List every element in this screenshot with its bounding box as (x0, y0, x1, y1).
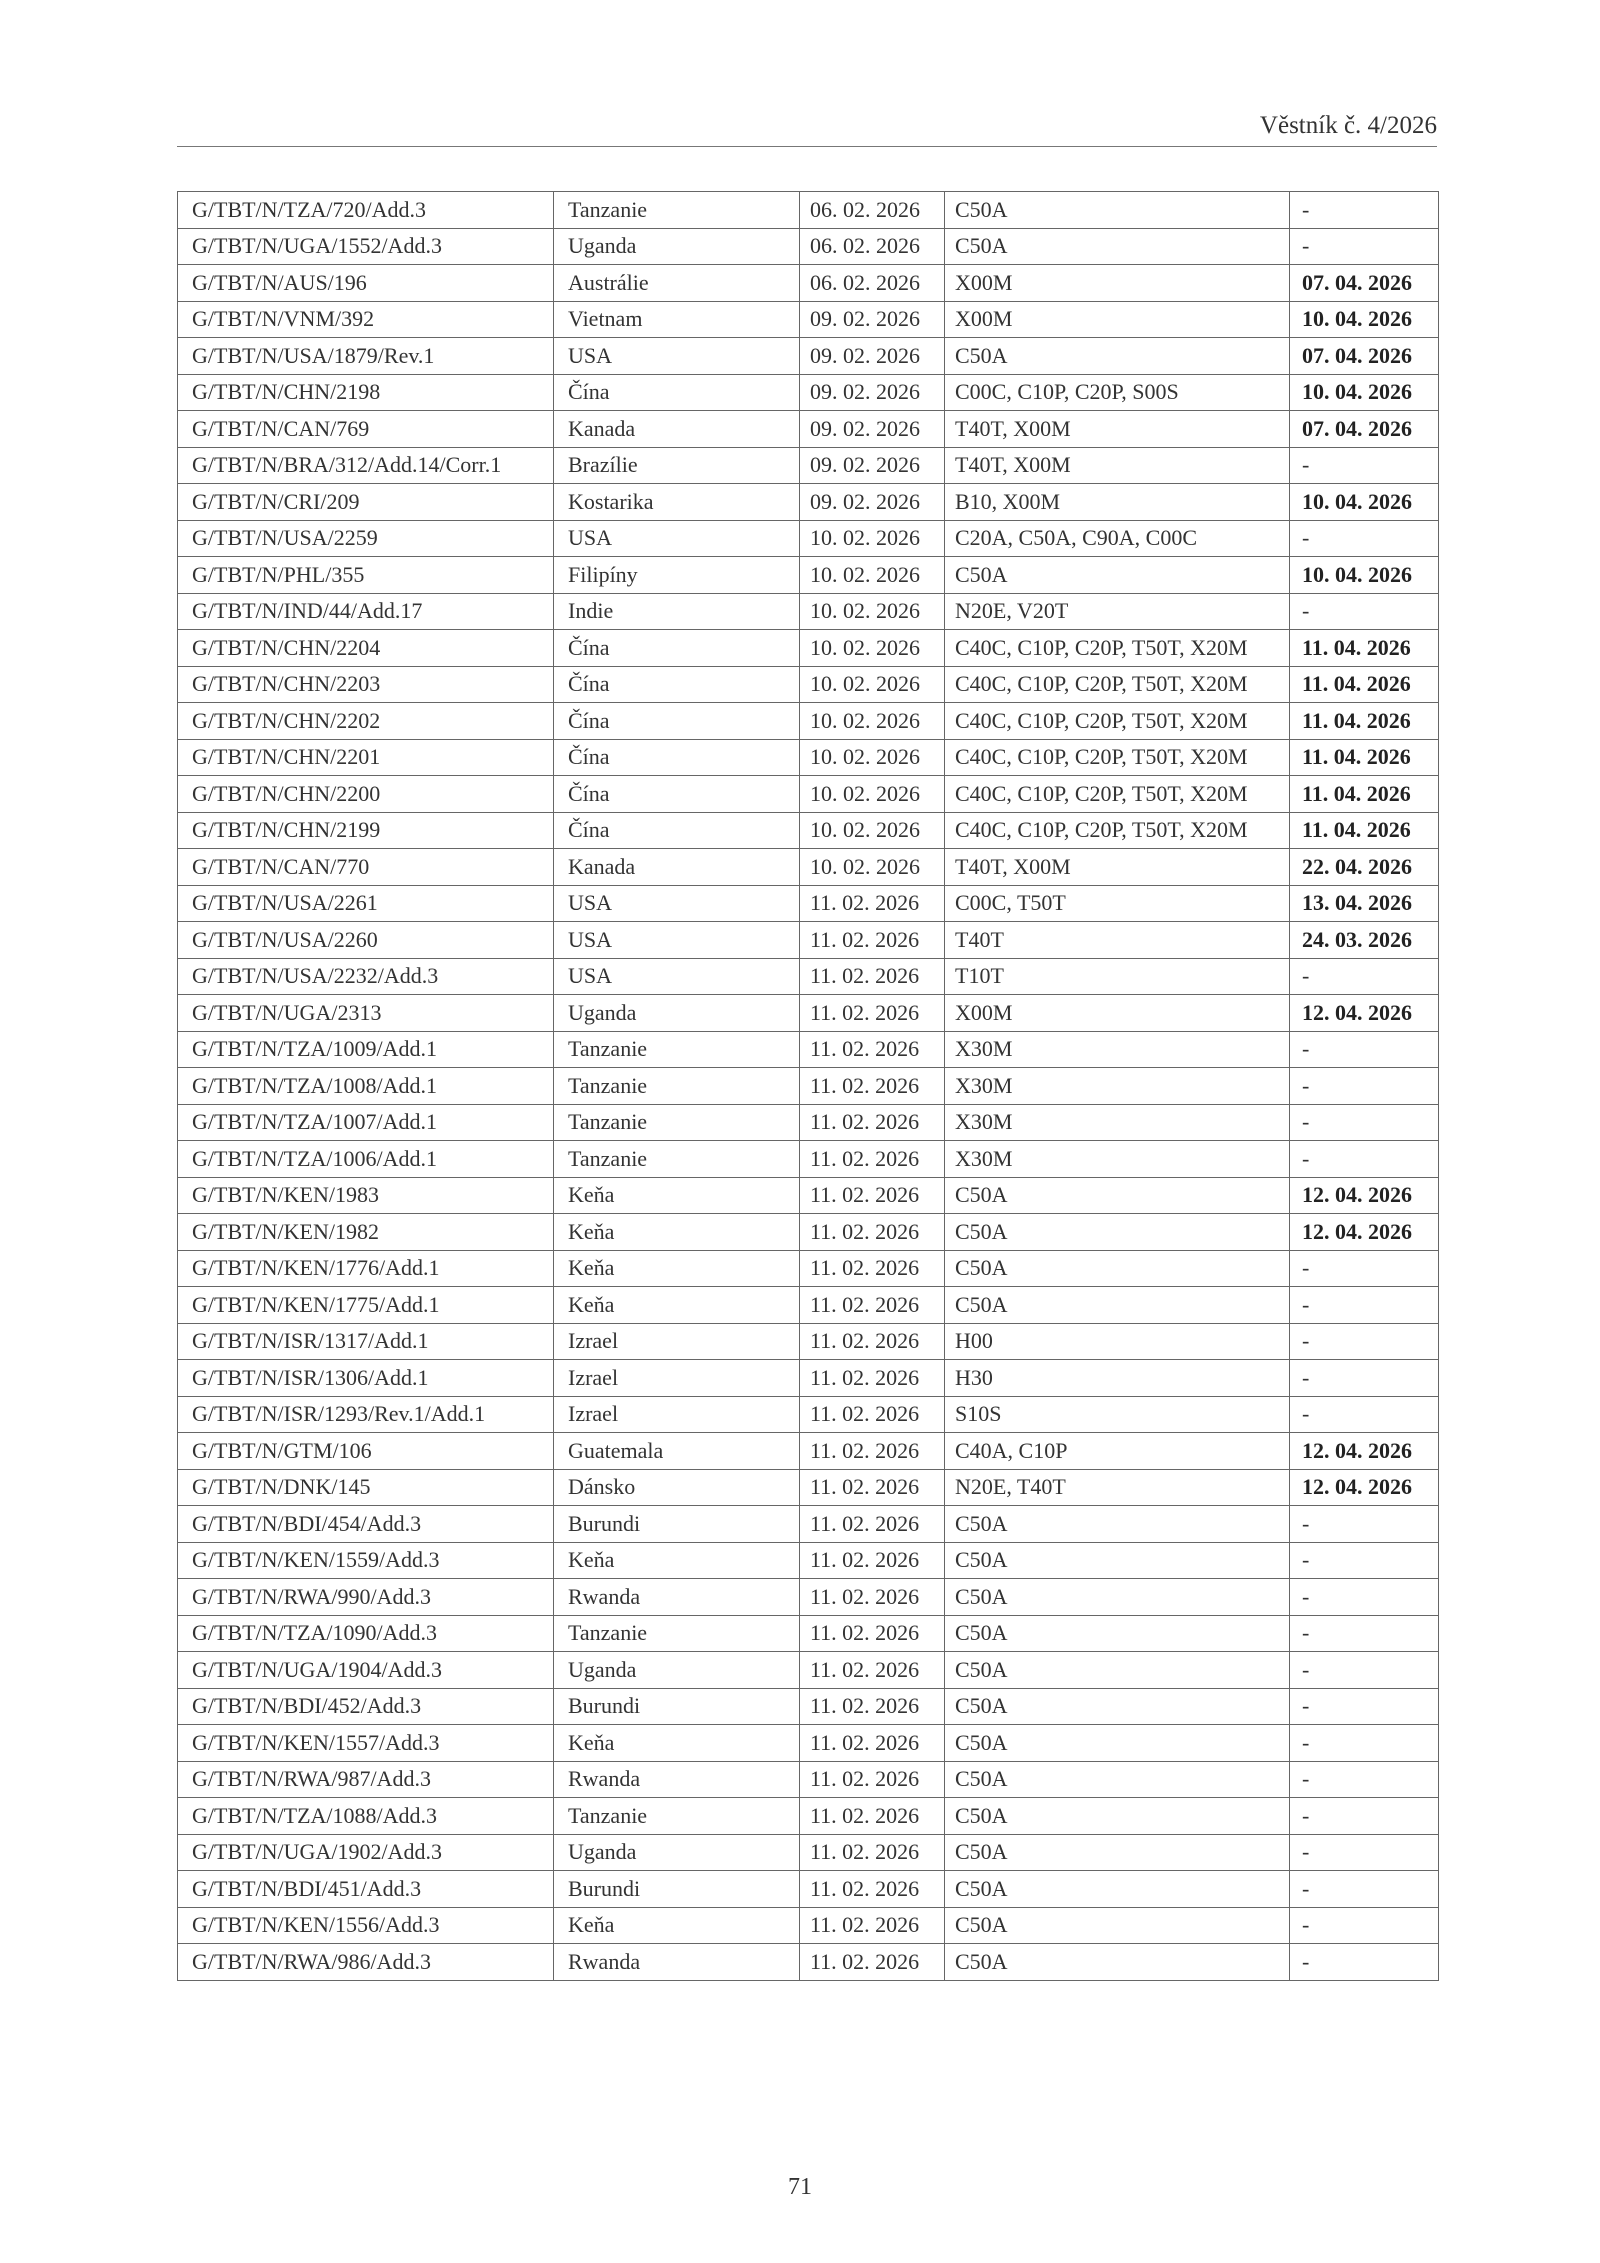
document-symbol-cell: G/TBT/N/CRI/209 (178, 484, 554, 521)
comment-deadline-cell: 12. 04. 2026 (1290, 1433, 1439, 1470)
comment-deadline-cell: 11. 04. 2026 (1290, 703, 1439, 740)
ics-codes-cell: C20A, C50A, C90A, C00C (945, 520, 1290, 557)
table-row (178, 374, 1439, 411)
table-row (178, 1871, 1439, 1908)
notification-date-cell: 10. 02. 2026 (800, 776, 945, 813)
header-divider (177, 146, 1437, 147)
table-row (178, 1068, 1439, 1105)
notification-date-cell: 09. 02. 2026 (800, 484, 945, 521)
notification-date-cell: 10. 02. 2026 (800, 812, 945, 849)
comment-deadline-cell: - (1290, 1104, 1439, 1141)
comment-deadline-cell: 11. 04. 2026 (1290, 776, 1439, 813)
ics-codes-cell: C40C, C10P, C20P, T50T, X20M (945, 666, 1290, 703)
comment-deadline-cell: 07. 04. 2026 (1290, 265, 1439, 302)
page-number: 71 (788, 2174, 812, 2200)
ics-codes-cell: C40A, C10P (945, 1433, 1290, 1470)
notification-date-cell: 10. 02. 2026 (800, 666, 945, 703)
country-cell: Izrael (554, 1396, 800, 1433)
table-row (178, 228, 1439, 265)
comment-deadline-cell: - (1290, 1360, 1439, 1397)
country-cell: Izrael (554, 1323, 800, 1360)
table-row (178, 1907, 1439, 1944)
table-row (178, 1761, 1439, 1798)
table-row (178, 1433, 1439, 1470)
comment-deadline-cell: - (1290, 1068, 1439, 1105)
document-symbol-cell: G/TBT/N/UGA/1902/Add.3 (178, 1834, 554, 1871)
table-row (178, 447, 1439, 484)
comment-deadline-cell: - (1290, 593, 1439, 630)
country-cell: USA (554, 922, 800, 959)
ics-codes-cell: X00M (945, 265, 1290, 302)
country-cell: Tanzanie (554, 1031, 800, 1068)
comment-deadline-cell: - (1290, 1250, 1439, 1287)
ics-codes-cell: C40C, C10P, C20P, T50T, X20M (945, 703, 1290, 740)
table-row (178, 922, 1439, 959)
table-row (178, 265, 1439, 302)
ics-codes-cell: X30M (945, 1104, 1290, 1141)
comment-deadline-cell: 11. 04. 2026 (1290, 666, 1439, 703)
table-row (178, 1141, 1439, 1178)
table-row (178, 1542, 1439, 1579)
notification-date-cell: 11. 02. 2026 (800, 1725, 945, 1762)
notification-date-cell: 10. 02. 2026 (800, 520, 945, 557)
ics-codes-cell: C50A (945, 1944, 1290, 1981)
notification-date-cell: 06. 02. 2026 (800, 228, 945, 265)
table-row (178, 1798, 1439, 1835)
notification-date-cell: 11. 02. 2026 (800, 1542, 945, 1579)
comment-deadline-cell: 10. 04. 2026 (1290, 484, 1439, 521)
table-row (178, 1177, 1439, 1214)
document-symbol-cell: G/TBT/N/USA/2261 (178, 885, 554, 922)
document-symbol-cell: G/TBT/N/CHN/2203 (178, 666, 554, 703)
country-cell: USA (554, 885, 800, 922)
country-cell: Keňa (554, 1287, 800, 1324)
country-cell: Čína (554, 374, 800, 411)
table-row (178, 703, 1439, 740)
ics-codes-cell: C50A (945, 1177, 1290, 1214)
comment-deadline-cell: - (1290, 1579, 1439, 1616)
document-symbol-cell: G/TBT/N/KEN/1559/Add.3 (178, 1542, 554, 1579)
notification-date-cell: 11. 02. 2026 (800, 1798, 945, 1835)
country-cell: Rwanda (554, 1944, 800, 1981)
country-cell: Tanzanie (554, 1141, 800, 1178)
comment-deadline-cell: - (1290, 1615, 1439, 1652)
country-cell: Keňa (554, 1177, 800, 1214)
ics-codes-cell: S10S (945, 1396, 1290, 1433)
comment-deadline-cell: - (1290, 1798, 1439, 1835)
document-symbol-cell: G/TBT/N/CHN/2202 (178, 703, 554, 740)
table-row (178, 849, 1439, 886)
country-cell: USA (554, 958, 800, 995)
ics-codes-cell: T40T (945, 922, 1290, 959)
ics-codes-cell: C50A (945, 1761, 1290, 1798)
document-symbol-cell: G/TBT/N/CAN/769 (178, 411, 554, 448)
comment-deadline-cell: 12. 04. 2026 (1290, 1177, 1439, 1214)
country-cell: Burundi (554, 1871, 800, 1908)
ics-codes-cell: T40T, X00M (945, 411, 1290, 448)
notification-date-cell: 11. 02. 2026 (800, 1615, 945, 1652)
document-symbol-cell: G/TBT/N/TZA/1007/Add.1 (178, 1104, 554, 1141)
ics-codes-cell: C50A (945, 1615, 1290, 1652)
table-row (178, 1469, 1439, 1506)
notification-date-cell: 11. 02. 2026 (800, 1250, 945, 1287)
country-cell: Tanzanie (554, 1798, 800, 1835)
notifications-table (177, 191, 1439, 1981)
comment-deadline-cell: 07. 04. 2026 (1290, 411, 1439, 448)
document-symbol-cell: G/TBT/N/AUS/196 (178, 265, 554, 302)
document-symbol-cell: G/TBT/N/BRA/312/Add.14/Corr.1 (178, 447, 554, 484)
ics-codes-cell: C50A (945, 1907, 1290, 1944)
ics-codes-cell: C50A (945, 338, 1290, 375)
table-row (178, 192, 1439, 229)
ics-codes-cell: N20E, T40T (945, 1469, 1290, 1506)
notification-date-cell: 11. 02. 2026 (800, 1287, 945, 1324)
notification-date-cell: 10. 02. 2026 (800, 630, 945, 667)
document-symbol-cell: G/TBT/N/USA/2232/Add.3 (178, 958, 554, 995)
notification-date-cell: 11. 02. 2026 (800, 1944, 945, 1981)
country-cell: Čína (554, 739, 800, 776)
country-cell: Uganda (554, 1652, 800, 1689)
country-cell: Uganda (554, 1834, 800, 1871)
document-symbol-cell: G/TBT/N/USA/1879/Rev.1 (178, 338, 554, 375)
comment-deadline-cell: - (1290, 1287, 1439, 1324)
country-cell: Keňa (554, 1542, 800, 1579)
comment-deadline-cell: 11. 04. 2026 (1290, 739, 1439, 776)
notification-date-cell: 06. 02. 2026 (800, 192, 945, 229)
table-row (178, 1579, 1439, 1616)
ics-codes-cell: C50A (945, 192, 1290, 229)
table-row (178, 776, 1439, 813)
comment-deadline-cell: - (1290, 958, 1439, 995)
ics-codes-cell: C50A (945, 1725, 1290, 1762)
table-row (178, 1360, 1439, 1397)
table-row (178, 1323, 1439, 1360)
table-row (178, 593, 1439, 630)
notification-date-cell: 11. 02. 2026 (800, 958, 945, 995)
table-row (178, 739, 1439, 776)
notification-date-cell: 11. 02. 2026 (800, 1907, 945, 1944)
document-symbol-cell: G/TBT/N/TZA/1006/Add.1 (178, 1141, 554, 1178)
country-cell: Burundi (554, 1506, 800, 1543)
document-symbol-cell: G/TBT/N/TZA/1008/Add.1 (178, 1068, 554, 1105)
comment-deadline-cell: - (1290, 1506, 1439, 1543)
notification-date-cell: 10. 02. 2026 (800, 849, 945, 886)
document-symbol-cell: G/TBT/N/PHL/355 (178, 557, 554, 594)
table-row (178, 1725, 1439, 1762)
ics-codes-cell: C50A (945, 1871, 1290, 1908)
document-symbol-cell: G/TBT/N/KEN/1982 (178, 1214, 554, 1251)
comment-deadline-cell: 12. 04. 2026 (1290, 1214, 1439, 1251)
ics-codes-cell: C50A (945, 228, 1290, 265)
notification-date-cell: 11. 02. 2026 (800, 922, 945, 959)
notification-date-cell: 11. 02. 2026 (800, 1834, 945, 1871)
notification-date-cell: 11. 02. 2026 (800, 1323, 945, 1360)
comment-deadline-cell: - (1290, 1761, 1439, 1798)
country-cell: Izrael (554, 1360, 800, 1397)
ics-codes-cell: C50A (945, 1506, 1290, 1543)
ics-codes-cell: C00C, C10P, C20P, S00S (945, 374, 1290, 411)
ics-codes-cell: C50A (945, 1579, 1290, 1616)
notification-date-cell: 11. 02. 2026 (800, 885, 945, 922)
country-cell: USA (554, 338, 800, 375)
document-symbol-cell: G/TBT/N/CAN/770 (178, 849, 554, 886)
country-cell: Kanada (554, 411, 800, 448)
comment-deadline-cell: - (1290, 192, 1439, 229)
ics-codes-cell: C50A (945, 1798, 1290, 1835)
comment-deadline-cell: - (1290, 447, 1439, 484)
country-cell: Tanzanie (554, 1068, 800, 1105)
ics-codes-cell: C50A (945, 1214, 1290, 1251)
table-row (178, 995, 1439, 1032)
document-symbol-cell: G/TBT/N/RWA/986/Add.3 (178, 1944, 554, 1981)
ics-codes-cell: C00C, T50T (945, 885, 1290, 922)
notification-date-cell: 09. 02. 2026 (800, 411, 945, 448)
comment-deadline-cell: - (1290, 1834, 1439, 1871)
notification-date-cell: 10. 02. 2026 (800, 593, 945, 630)
comment-deadline-cell: 12. 04. 2026 (1290, 1469, 1439, 1506)
comment-deadline-cell: - (1290, 1542, 1439, 1579)
document-symbol-cell: G/TBT/N/UGA/1552/Add.3 (178, 228, 554, 265)
ics-codes-cell: C50A (945, 1652, 1290, 1689)
document-symbol-cell: G/TBT/N/ISR/1306/Add.1 (178, 1360, 554, 1397)
document-symbol-cell: G/TBT/N/KEN/1556/Add.3 (178, 1907, 554, 1944)
table-row (178, 1396, 1439, 1433)
comment-deadline-cell: - (1290, 1944, 1439, 1981)
ics-codes-cell: C40C, C10P, C20P, T50T, X20M (945, 739, 1290, 776)
table-row (178, 812, 1439, 849)
country-cell: Čína (554, 703, 800, 740)
comment-deadline-cell: - (1290, 1871, 1439, 1908)
table-row (178, 1287, 1439, 1324)
comment-deadline-cell: 10. 04. 2026 (1290, 374, 1439, 411)
document-symbol-cell: G/TBT/N/CHN/2199 (178, 812, 554, 849)
ics-codes-cell: X00M (945, 301, 1290, 338)
country-cell: Guatemala (554, 1433, 800, 1470)
document-symbol-cell: G/TBT/N/USA/2260 (178, 922, 554, 959)
country-cell: Burundi (554, 1688, 800, 1725)
notification-date-cell: 11. 02. 2026 (800, 995, 945, 1032)
ics-codes-cell: C50A (945, 1688, 1290, 1725)
country-cell: Tanzanie (554, 1104, 800, 1141)
country-cell: Uganda (554, 228, 800, 265)
table-row (178, 1615, 1439, 1652)
notification-date-cell: 11. 02. 2026 (800, 1360, 945, 1397)
table-row (178, 1652, 1439, 1689)
document-symbol-cell: G/TBT/N/RWA/990/Add.3 (178, 1579, 554, 1616)
country-cell: Tanzanie (554, 192, 800, 229)
comment-deadline-cell: 10. 04. 2026 (1290, 557, 1439, 594)
notification-date-cell: 11. 02. 2026 (800, 1141, 945, 1178)
notification-date-cell: 10. 02. 2026 (800, 557, 945, 594)
document-symbol-cell: G/TBT/N/CHN/2200 (178, 776, 554, 813)
ics-codes-cell: H30 (945, 1360, 1290, 1397)
ics-codes-cell: C50A (945, 557, 1290, 594)
country-cell: Uganda (554, 995, 800, 1032)
country-cell: Kanada (554, 849, 800, 886)
table-row (178, 1506, 1439, 1543)
comment-deadline-cell: 12. 04. 2026 (1290, 995, 1439, 1032)
notification-date-cell: 11. 02. 2026 (800, 1688, 945, 1725)
table-row (178, 301, 1439, 338)
document-symbol-cell: G/TBT/N/ISR/1293/Rev.1/Add.1 (178, 1396, 554, 1433)
bulletin-header-title: Věstník č. 4/2026 (1259, 112, 1437, 139)
table-row (178, 1944, 1439, 1981)
comment-deadline-cell: 11. 04. 2026 (1290, 630, 1439, 667)
document-symbol-cell: G/TBT/N/CHN/2198 (178, 374, 554, 411)
ics-codes-cell: H00 (945, 1323, 1290, 1360)
comment-deadline-cell: - (1290, 1396, 1439, 1433)
country-cell: Filipíny (554, 557, 800, 594)
notification-date-cell: 11. 02. 2026 (800, 1469, 945, 1506)
country-cell: Keňa (554, 1725, 800, 1762)
notification-date-cell: 11. 02. 2026 (800, 1031, 945, 1068)
table-row (178, 1834, 1439, 1871)
ics-codes-cell: C40C, C10P, C20P, T50T, X20M (945, 812, 1290, 849)
ics-codes-cell: C50A (945, 1834, 1290, 1871)
document-symbol-cell: G/TBT/N/DNK/145 (178, 1469, 554, 1506)
comment-deadline-cell: 22. 04. 2026 (1290, 849, 1439, 886)
document-symbol-cell: G/TBT/N/GTM/106 (178, 1433, 554, 1470)
table-row (178, 338, 1439, 375)
comment-deadline-cell: - (1290, 1323, 1439, 1360)
table-row (178, 484, 1439, 521)
notification-date-cell: 11. 02. 2026 (800, 1068, 945, 1105)
table-row (178, 557, 1439, 594)
table-row (178, 1031, 1439, 1068)
ics-codes-cell: X30M (945, 1141, 1290, 1178)
ics-codes-cell: T10T (945, 958, 1290, 995)
table-row (178, 1214, 1439, 1251)
ics-codes-cell: X30M (945, 1068, 1290, 1105)
notification-date-cell: 11. 02. 2026 (800, 1433, 945, 1470)
country-cell: Keňa (554, 1907, 800, 1944)
country-cell: Dánsko (554, 1469, 800, 1506)
document-symbol-cell: G/TBT/N/RWA/987/Add.3 (178, 1761, 554, 1798)
country-cell: Brazílie (554, 447, 800, 484)
table-row (178, 520, 1439, 557)
document-symbol-cell: G/TBT/N/UGA/2313 (178, 995, 554, 1032)
table-row (178, 630, 1439, 667)
country-cell: Čína (554, 630, 800, 667)
country-cell: Indie (554, 593, 800, 630)
ics-codes-cell: C50A (945, 1542, 1290, 1579)
comment-deadline-cell: - (1290, 1907, 1439, 1944)
table-row (178, 666, 1439, 703)
document-symbol-cell: G/TBT/N/TZA/1009/Add.1 (178, 1031, 554, 1068)
ics-codes-cell: T40T, X00M (945, 849, 1290, 886)
comment-deadline-cell: - (1290, 1652, 1439, 1689)
comment-deadline-cell: - (1290, 228, 1439, 265)
country-cell: Austrálie (554, 265, 800, 302)
notification-date-cell: 09. 02. 2026 (800, 338, 945, 375)
country-cell: Rwanda (554, 1579, 800, 1616)
document-symbol-cell: G/TBT/N/KEN/1776/Add.1 (178, 1250, 554, 1287)
notification-date-cell: 10. 02. 2026 (800, 739, 945, 776)
table-row (178, 411, 1439, 448)
ics-codes-cell: C40C, C10P, C20P, T50T, X20M (945, 776, 1290, 813)
notification-date-cell: 11. 02. 2026 (800, 1579, 945, 1616)
notification-date-cell: 11. 02. 2026 (800, 1396, 945, 1433)
comment-deadline-cell: 07. 04. 2026 (1290, 338, 1439, 375)
notification-date-cell: 11. 02. 2026 (800, 1871, 945, 1908)
ics-codes-cell: C50A (945, 1250, 1290, 1287)
notification-date-cell: 11. 02. 2026 (800, 1761, 945, 1798)
document-symbol-cell: G/TBT/N/TZA/1090/Add.3 (178, 1615, 554, 1652)
country-cell: Keňa (554, 1214, 800, 1251)
notification-date-cell: 10. 02. 2026 (800, 703, 945, 740)
comment-deadline-cell: 24. 03. 2026 (1290, 922, 1439, 959)
ics-codes-cell: B10, X00M (945, 484, 1290, 521)
comment-deadline-cell: - (1290, 1725, 1439, 1762)
comment-deadline-cell: 11. 04. 2026 (1290, 812, 1439, 849)
notification-date-cell: 11. 02. 2026 (800, 1177, 945, 1214)
document-symbol-cell: G/TBT/N/BDI/452/Add.3 (178, 1688, 554, 1725)
document-symbol-cell: G/TBT/N/UGA/1904/Add.3 (178, 1652, 554, 1689)
document-symbol-cell: G/TBT/N/CHN/2204 (178, 630, 554, 667)
comment-deadline-cell: 10. 04. 2026 (1290, 301, 1439, 338)
comment-deadline-cell: - (1290, 520, 1439, 557)
comment-deadline-cell: - (1290, 1688, 1439, 1725)
ics-codes-cell: N20E, V20T (945, 593, 1290, 630)
document-symbol-cell: G/TBT/N/KEN/1983 (178, 1177, 554, 1214)
document-symbol-cell: G/TBT/N/ISR/1317/Add.1 (178, 1323, 554, 1360)
table-row (178, 1250, 1439, 1287)
country-cell: Keňa (554, 1250, 800, 1287)
country-cell: Vietnam (554, 301, 800, 338)
country-cell: Kostarika (554, 484, 800, 521)
comment-deadline-cell: 13. 04. 2026 (1290, 885, 1439, 922)
document-symbol-cell: G/TBT/N/KEN/1775/Add.1 (178, 1287, 554, 1324)
document-symbol-cell: G/TBT/N/VNM/392 (178, 301, 554, 338)
comment-deadline-cell: - (1290, 1141, 1439, 1178)
country-cell: Čína (554, 666, 800, 703)
document-symbol-cell: G/TBT/N/IND/44/Add.17 (178, 593, 554, 630)
notification-date-cell: 11. 02. 2026 (800, 1104, 945, 1141)
document-symbol-cell: G/TBT/N/BDI/454/Add.3 (178, 1506, 554, 1543)
comment-deadline-cell: - (1290, 1031, 1439, 1068)
table-row (178, 1688, 1439, 1725)
country-cell: Tanzanie (554, 1615, 800, 1652)
country-cell: USA (554, 520, 800, 557)
ics-codes-cell: C40C, C10P, C20P, T50T, X20M (945, 630, 1290, 667)
document-symbol-cell: G/TBT/N/TZA/720/Add.3 (178, 192, 554, 229)
notification-date-cell: 09. 02. 2026 (800, 374, 945, 411)
notification-date-cell: 06. 02. 2026 (800, 265, 945, 302)
ics-codes-cell: T40T, X00M (945, 447, 1290, 484)
document-symbol-cell: G/TBT/N/USA/2259 (178, 520, 554, 557)
document-symbol-cell: G/TBT/N/BDI/451/Add.3 (178, 1871, 554, 1908)
document-symbol-cell: G/TBT/N/CHN/2201 (178, 739, 554, 776)
country-cell: Rwanda (554, 1761, 800, 1798)
country-cell: Čína (554, 812, 800, 849)
notification-date-cell: 11. 02. 2026 (800, 1214, 945, 1251)
notification-date-cell: 11. 02. 2026 (800, 1506, 945, 1543)
table-row (178, 958, 1439, 995)
notification-date-cell: 09. 02. 2026 (800, 301, 945, 338)
notification-date-cell: 09. 02. 2026 (800, 447, 945, 484)
document-symbol-cell: G/TBT/N/TZA/1088/Add.3 (178, 1798, 554, 1835)
country-cell: Čína (554, 776, 800, 813)
table-row (178, 885, 1439, 922)
ics-codes-cell: X30M (945, 1031, 1290, 1068)
document-symbol-cell: G/TBT/N/KEN/1557/Add.3 (178, 1725, 554, 1762)
table-row (178, 1104, 1439, 1141)
ics-codes-cell: C50A (945, 1287, 1290, 1324)
notification-date-cell: 11. 02. 2026 (800, 1652, 945, 1689)
ics-codes-cell: X00M (945, 995, 1290, 1032)
